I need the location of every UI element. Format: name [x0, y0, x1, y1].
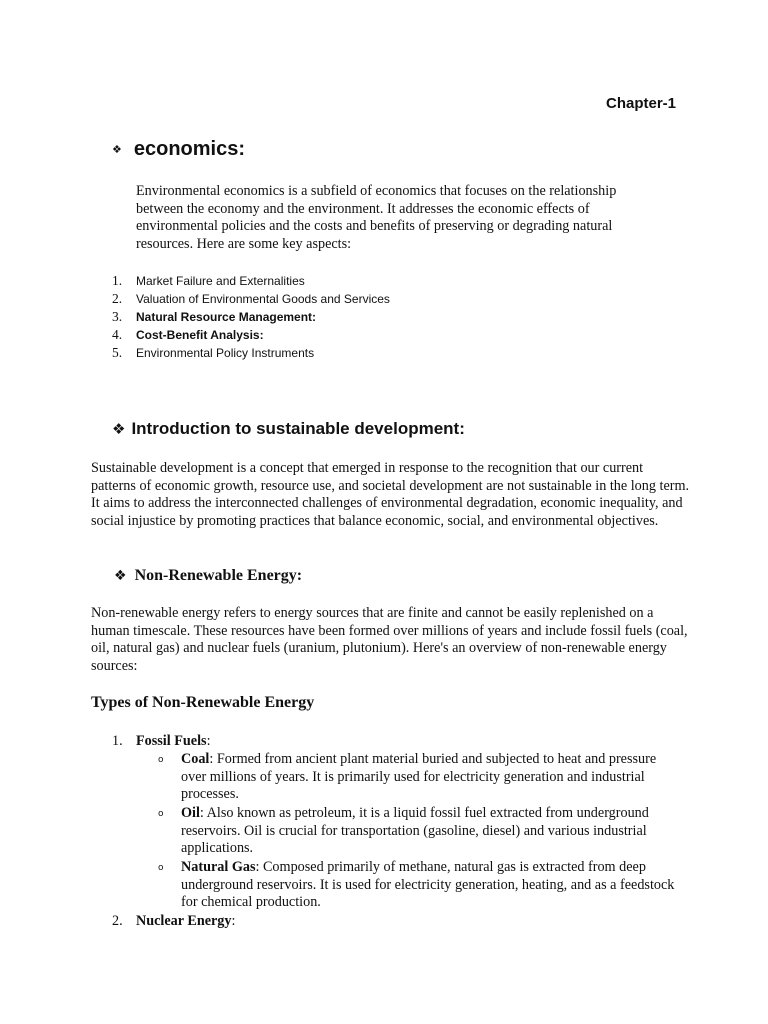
- non-renewable-heading: [114, 567, 302, 585]
- description: : Formed from ancient plant material buried and subjected to heat and pressure over millions of years. It is primarily used for electricity generation and industrial processes.: [181, 751, 657, 803]
- list-item: [112, 290, 390, 308]
- sustainable-development-heading-text: Introduction to sustainable development:: [131, 419, 465, 438]
- list-item: [158, 805, 678, 858]
- sustainable-development-paragraph: Sustainable development is a concept that emerged in response to the recognition that our current patterns of economic growth, resource use, and societal development are not sustainable in the long term. It aims to address the interconnected challenges of environmental degradation, economic inequality, and social injustice by promoting practices that balance economic, social, and environmental objectives.: [91, 460, 690, 529]
- list-item-text: [181, 751, 678, 804]
- term: Oil: [181, 805, 200, 821]
- key-aspects-list: [112, 272, 390, 362]
- non-renewable-heading-text: Non-Renewable Energy:: [134, 567, 303, 584]
- sub-list-coal: [158, 751, 678, 804]
- economics-paragraph: Environmental economics is a subfield of economics that focuses on the relationship between the economy and the environment. It addresses the economic effects of environmental policies and the costs and benefits of preserving or degrading natural resources. Here are some key aspects:: [136, 183, 617, 252]
- list-item: [112, 344, 390, 362]
- list-item: [112, 272, 390, 290]
- hollow-circle-bullet-icon: o: [158, 863, 164, 873]
- chapter-label: Chapter-1: [605, 95, 676, 112]
- list-item-text: Valuation of Environmental Goods and Services: [136, 292, 390, 306]
- term: Coal: [181, 751, 210, 767]
- economics-heading-text: economics:: [133, 138, 246, 160]
- list-item: [112, 308, 390, 326]
- hollow-circle-bullet-icon: o: [158, 809, 164, 819]
- list-item: [158, 859, 678, 912]
- list-item-label: Nuclear Energy: [136, 913, 232, 929]
- economics-heading: [112, 138, 245, 161]
- diamond-bullet-icon: ❖: [112, 420, 126, 438]
- description: : Composed primarily of methane, natural gas is extracted from deep underground reservoirs. It is used for electricity generation, heating, and as a feedstock for chemical production.: [181, 859, 675, 911]
- list-item-number: 4.: [112, 327, 123, 342]
- diamond-bullet-icon: ❖: [112, 143, 122, 156]
- list-item-number: 1.: [112, 733, 123, 749]
- list-item-text: Environmental Policy Instruments: [136, 346, 315, 360]
- list-item-number: 1.: [112, 273, 123, 288]
- non-renewable-paragraph: Non-renewable energy refers to energy sources that are finite and cannot be easily replenished on a human timescale. These resources have been formed over millions of years and include fossil fuels (coal, oil, natural gas) and nuclear fuels (uranium, plutonium). Here's an overview of non-renewable energy sources:: [91, 605, 688, 674]
- sub-list-natural-gas: [158, 859, 678, 912]
- description: : Also known as petroleum, it is a liquid fossil fuel extracted from underground reservoirs. Oil is crucial for transportation (gasoline, diesel) and various industrial applications.: [181, 805, 649, 857]
- list-item-suffix: :: [231, 913, 236, 929]
- list-item: [158, 751, 678, 804]
- list-item-text: [181, 859, 678, 912]
- list-item-text: Market Failure and Externalities: [136, 274, 305, 288]
- types-heading: Types of Non-Renewable Energy: [91, 694, 315, 711]
- diamond-bullet-icon: ❖: [114, 568, 127, 584]
- list-item-nuclear-energy: [112, 913, 235, 931]
- term: Natural Gas: [181, 859, 256, 875]
- sustainable-development-heading: [112, 419, 465, 439]
- list-item-text: Natural Resource Management:: [136, 310, 317, 324]
- list-item-text: Cost-Benefit Analysis:: [136, 328, 264, 342]
- sub-list-oil: [158, 805, 678, 858]
- list-item-suffix: :: [206, 733, 211, 749]
- list-item-number: 5.: [112, 345, 123, 360]
- list-item-number: 2.: [112, 913, 123, 929]
- list-item-number: 3.: [112, 309, 123, 324]
- list-item-label: Fossil Fuels: [136, 733, 207, 749]
- list-item-number: 2.: [112, 291, 123, 306]
- list-item: [112, 326, 390, 344]
- hollow-circle-bullet-icon: o: [158, 755, 164, 765]
- list-item-fossil-fuels: [112, 733, 211, 751]
- list-item-text: [181, 805, 678, 858]
